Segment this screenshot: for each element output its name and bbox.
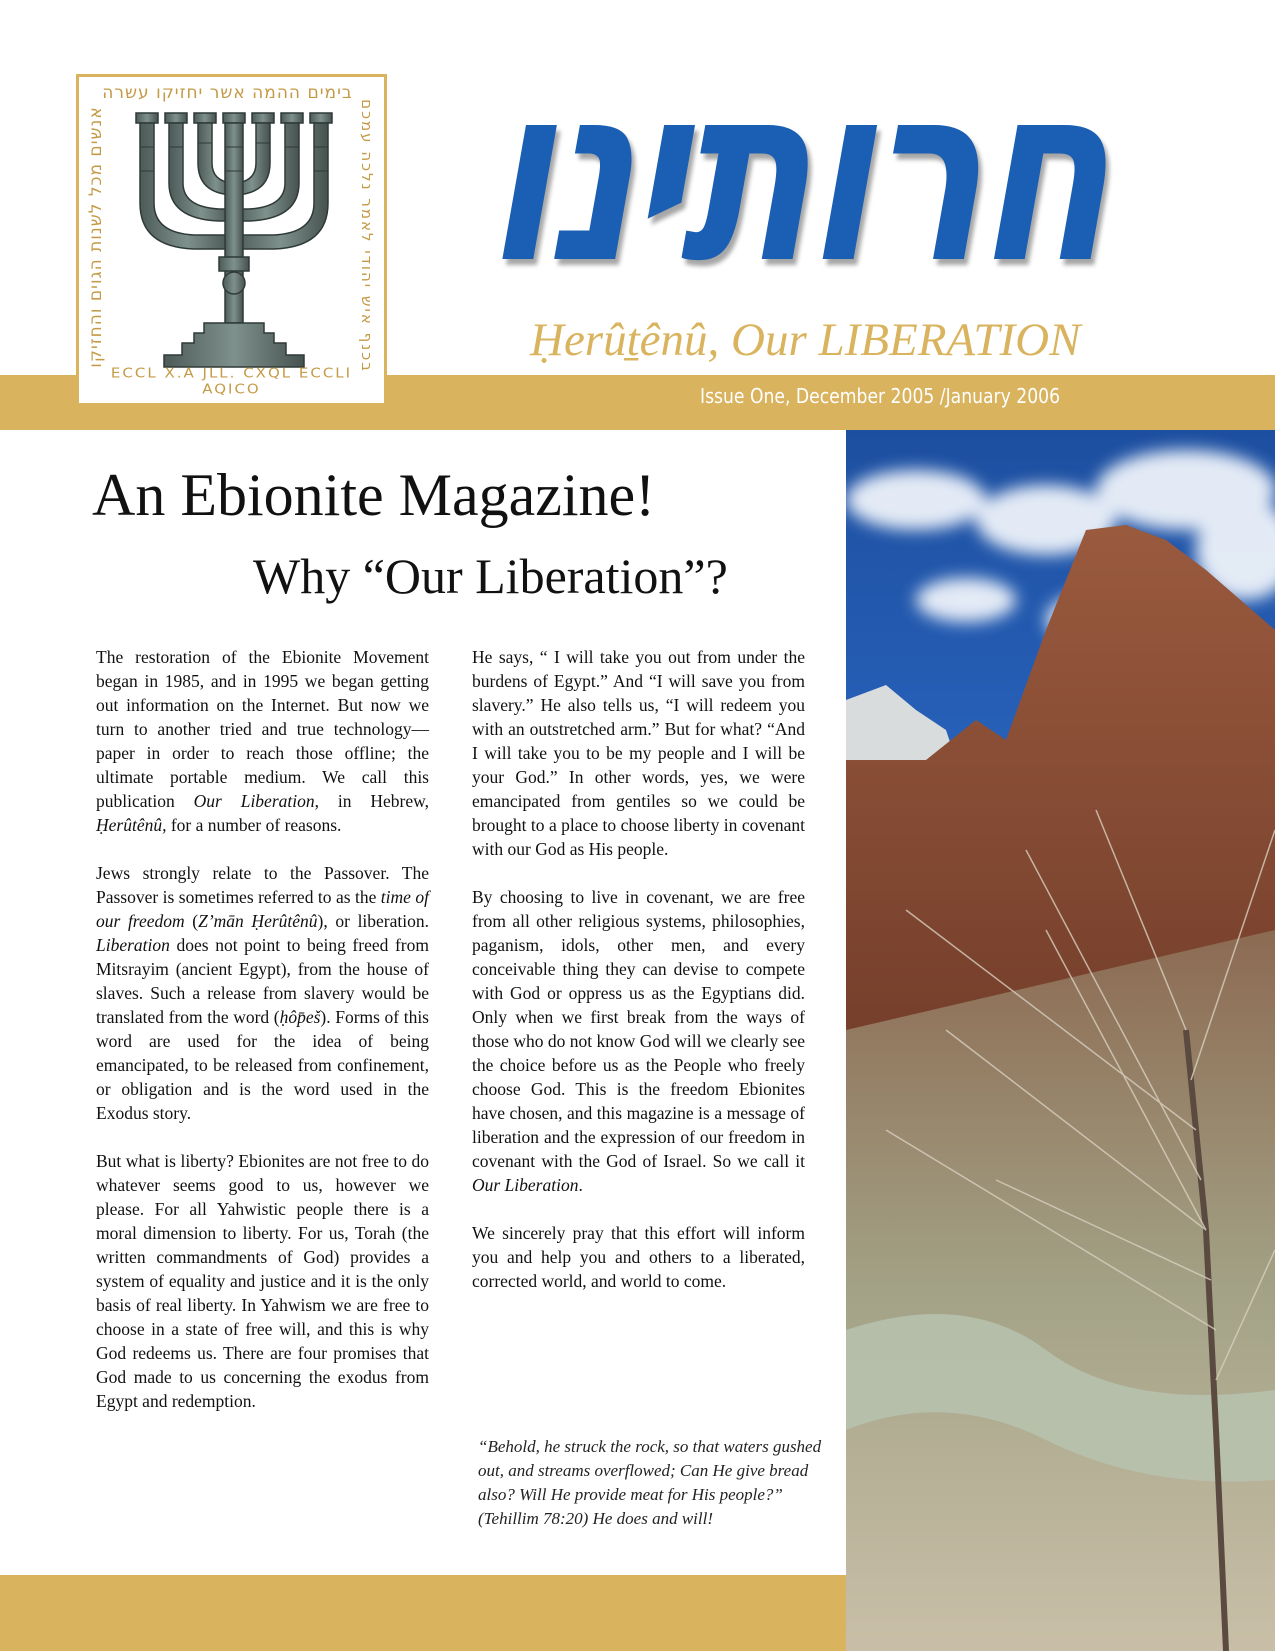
- page-subheadline: Why “Our Liberation”?: [253, 548, 728, 604]
- issue-date-line: Issue One, December 2005 /January 2006: [700, 384, 1061, 408]
- article-column-right: [472, 645, 805, 1317]
- hebrew-masthead-title: חרותינו: [474, 32, 1144, 317]
- landscape-image-icon: [846, 430, 1275, 1651]
- menorah-logo: [76, 74, 387, 406]
- paragraph: Jews strongly relate to the Passover. The Passover is sometimes referred to as the time of our freedom (Z’mān Ḥerûtênû), or liberation. Liberation does not point to being freed from Mitsrayim (ancient Egypt), from the house of slaves. Such a release from slavery would be translated from the word (ḥôp̄eš). Forms of this word are used for the idea of being emancipated, to be released from confinement, or obligation and is the word used in the Exodus story.: [96, 863, 430, 1123]
- logo-hebrew-text-top: בימים ההמה אשר יחזיקו עשרה: [102, 83, 353, 103]
- paragraph: But what is liberty? Ebionites are not free to do whatever seems good to us, however we please. For all Yahwistic people there is a moral dimension to liberty. For us, Torah (the written commandments of God) provides a system of equality and justice and it is the only basis of real liberty. In Yahwism we are free to choose in a state of free will, and this is why God redeems us. There are four promises that God made to us concerning the exodus from Egypt and redemption.: [96, 1151, 429, 1411]
- menorah-icon: [134, 107, 334, 377]
- paragraph: He says, “ I will take you out from under the burdens of Egypt.” And “I will save you from slavery.” He also tells us, “I will redeem you with an outstretched arm.” But for what? “And I will take you to be my people and I will be your God.” In other words, yes, we were emancipated from gentiles so we could be brought to a place to choose liberty in covenant with our God as His people.: [472, 647, 805, 859]
- scripture-quote: “Behold, he struck the rock, so that waters gushed out, and streams overflowed; Can He give bread also? Will He provide meat for His people?” (Tehillim 78:20) He does and will!: [478, 1437, 822, 1528]
- bottom-gold-band: [0, 1575, 846, 1651]
- masthead-subtitle: Ḥerûṯênû, Our LIBERATION: [530, 314, 1081, 366]
- canyon-landscape-photo: [846, 430, 1275, 1651]
- logo-hebrew-text-right: בכנף איש יהודי לאמר נלכה עמכם: [358, 99, 376, 373]
- page-headline: An Ebionite Magazine!: [92, 462, 656, 528]
- paragraph: We sincerely pray that this effort will inform you and help you and others to a liberated, corrected world, and world to come.: [472, 1223, 805, 1291]
- paragraph: By choosing to live in covenant, we are free from all other religious systems, philosophies, paganism, idols, other men, and every conceivable thing they can devise to compete with God or oppress us as the Egyptians did. Only when we first break from the ways of those who do not know God will we clearly see the choice before us as the People who freely choose God. This is the freedom Ebionites have chosen, and this magazine is a message of liberation and the expression of our freedom in covenant with the God of Israel. So we call it Our Liberation.: [472, 887, 805, 1195]
- paragraph: The restoration of the Ebionite Movement began in 1985, and in 1995 we began getting out information on the Internet. But now we turn to another tried and true technology—paper in order to reach those offline; the ultimate portable medium. We call this publication Our Liberation, in Hebrew, Ḥerûtênû, for a number of reasons.: [96, 647, 429, 835]
- article-column-left: [96, 645, 429, 1437]
- logo-hebrew-text-left: אנשים מכל לשנות הגוים והחזיקו: [86, 106, 106, 368]
- logo-hebrew-text-bottom: ECCL X.A JLL. CXQL ECCLI AQICO: [110, 364, 353, 398]
